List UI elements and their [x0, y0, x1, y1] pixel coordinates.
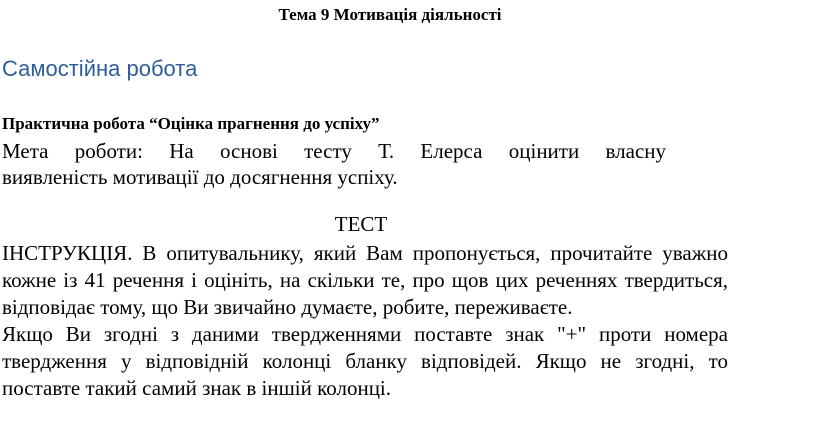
- work-goal-line-1: Мета роботи: На основі тесту Т. Елерса оцінити власну: [2, 139, 666, 163]
- instruction-text: [2, 240, 728, 402]
- work-goal-line-2: виявленість мотивації до досягнення успіху.: [2, 165, 398, 189]
- topic-title: Тема 9 Мотивація діяльності: [278, 5, 502, 24]
- practical-work-title: Практична робота “Оцінка прагнення до успіху”: [2, 114, 380, 133]
- section-heading: Самостійна робота: [2, 56, 198, 81]
- instruction-paragraph-1: ІНСТРУКЦІЯ. В опитувальнику, який Вам пропонується, прочитайте уважно кожне із 41 речення і оцініть, на скільки те, про щов цих реченнях твердиться, відповідає тому, що Ви звичайно думаєте, робите, переживаєте.: [2, 241, 728, 319]
- test-heading: ТЕСТ: [334, 212, 388, 236]
- work-goal: [2, 138, 666, 190]
- instruction-paragraph-2: Якщо Ви згодні з даними твердженнями поставте знак "+" проти номера твердження у відповідній колонці бланку відповідей. Якщо не згодні, то поставте такий самий знак в іншій колонці.: [2, 322, 728, 400]
